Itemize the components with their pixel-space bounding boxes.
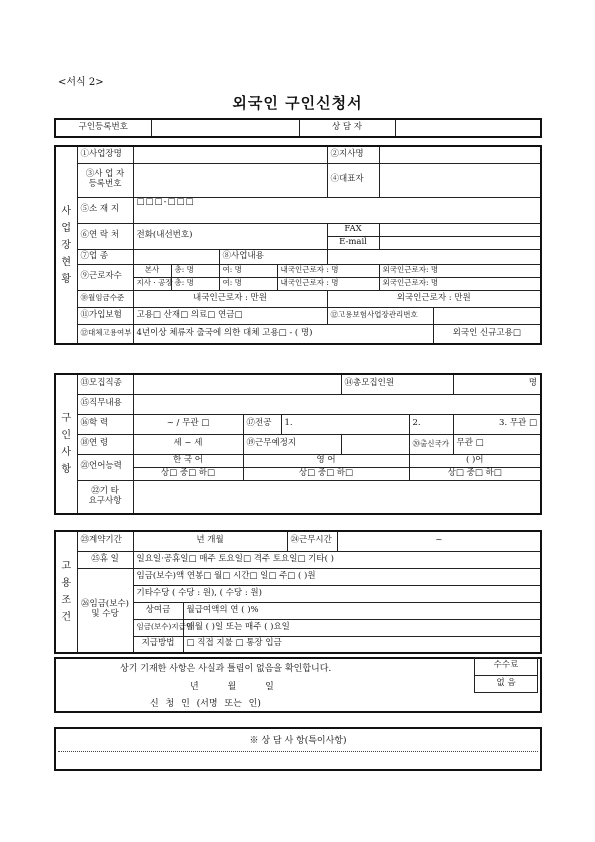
fax-field[interactable] xyxy=(379,223,541,236)
lang-other-level[interactable]: 상□ 중□ 하□ xyxy=(409,467,541,480)
bonus-label: 상여금 xyxy=(133,602,183,619)
notes-title: ※ 상 담 사 항(특이사항) xyxy=(249,736,347,746)
hq-foreign[interactable]: 외국인근로자: 명 xyxy=(379,264,541,277)
duty-field[interactable] xyxy=(133,394,541,414)
section-recruit: 구 인 사 항 xyxy=(55,374,77,514)
industry-field[interactable] xyxy=(133,249,219,264)
ins-employment[interactable]: 고용□ xyxy=(136,309,161,320)
hours-field[interactable]: ~ xyxy=(337,531,541,551)
branch-total[interactable]: 총: 명 xyxy=(171,277,219,290)
replace-label: ⑫대체고용여부 xyxy=(77,324,133,344)
etc-label: ㉒기 타 요구사항 xyxy=(77,480,133,514)
term-field[interactable]: 년 개월 xyxy=(133,531,287,551)
email-label: E-mail xyxy=(327,236,379,249)
hq-local[interactable]: 내국인근로자 : 명 xyxy=(277,264,379,277)
reg-no-field[interactable] xyxy=(151,119,299,137)
header-table xyxy=(54,118,542,138)
bizreg-field[interactable] xyxy=(133,163,327,197)
wage-local[interactable]: 내국인근로자 : 만원 xyxy=(133,290,327,307)
major-3[interactable]: 3. 무관 □ xyxy=(453,414,541,434)
ins-no-label: ⑫고용보험사업장관리번호 xyxy=(327,307,433,324)
insurance-options[interactable] xyxy=(133,307,327,324)
branch-foreign[interactable]: 외국인근로자: 명 xyxy=(379,277,541,290)
notes-box[interactable] xyxy=(54,727,542,771)
count-field[interactable]: 명 xyxy=(453,374,541,394)
ins-pension[interactable]: 연금□ xyxy=(218,309,243,320)
form-number: <서식 2> xyxy=(58,77,104,88)
branch-site-label: 지사 · 공장 xyxy=(133,277,171,290)
pay-allowance[interactable]: 기타수당 ( 수당 : 원), ( 수당 : 원) xyxy=(133,585,541,602)
workplace-table xyxy=(54,145,542,345)
nation-field[interactable]: 무관 □ xyxy=(453,434,541,454)
job-field[interactable] xyxy=(133,374,341,394)
lang-english: 영 어 xyxy=(243,454,409,467)
major-1[interactable]: 1. xyxy=(281,414,409,434)
ceo-field[interactable] xyxy=(379,163,541,197)
paydate-field[interactable]: 매월 ( )일 또는 매주 ( )요일 xyxy=(183,619,541,636)
hours-label: ㉔근무시간 xyxy=(287,531,337,551)
education-field[interactable]: ~ / 무관 □ xyxy=(133,414,243,434)
phone-field[interactable]: 전화(내선번호) xyxy=(133,223,327,249)
age-field[interactable]: 세 ~ 세 xyxy=(133,434,243,454)
bonus-field[interactable]: 월급여액의 연 ( )% xyxy=(183,602,541,619)
business-label: ⑧사업내용 xyxy=(219,249,327,264)
etc-field[interactable] xyxy=(133,480,541,514)
education-label: ⑯학 력 xyxy=(77,414,133,434)
page-title: 외국인 구인신청서 xyxy=(232,94,363,112)
hq-total[interactable]: 총: 명 xyxy=(171,264,219,277)
job-label: ⑬모집직종 xyxy=(77,374,133,394)
insurance-label: ⑪가입보험 xyxy=(77,307,133,324)
pay-label: ㉖임금(보수) 및 수당 xyxy=(77,568,133,653)
workplace-plan-field[interactable] xyxy=(341,434,409,454)
language-label: ㉑언어능력 xyxy=(77,454,133,480)
wage-label: ⑩월임금수준 xyxy=(77,290,133,307)
conditions-table xyxy=(54,530,542,654)
method-label: 지급방법 xyxy=(133,636,183,653)
holiday-options[interactable]: 일요일·공휴일□ 매주 토요일□ 격주 토요일□ 기타( ) xyxy=(133,551,541,568)
lang-korean: 한 국 어 xyxy=(133,454,243,467)
replace-option[interactable]: 4년이상 체류자 출국에 의한 대체 고용□ - ( 명) xyxy=(133,324,433,344)
branch-female[interactable]: 여: 명 xyxy=(219,277,277,290)
paydate-label: 임금(보수)지급일 xyxy=(133,619,183,636)
lang-korean-level[interactable]: 상□ 중□ 하□ xyxy=(133,467,243,480)
workers-label: ⑨근로자수 xyxy=(77,264,133,290)
lang-english-level[interactable]: 상□ 중□ 하□ xyxy=(243,467,409,480)
recruit-table xyxy=(54,373,542,515)
new-hire-option[interactable]: 외국인 신규고용□ xyxy=(433,324,541,344)
confirm-date[interactable]: 년 월 일 xyxy=(190,682,274,692)
address-field[interactable]: □□□-□□□ xyxy=(133,197,541,223)
confirm-text: 상기 기재한 사항은 사실과 틀림이 없음을 확인합니다. xyxy=(120,664,332,674)
major-label: ⑰전공 xyxy=(243,414,281,434)
business-field[interactable] xyxy=(327,249,541,264)
address-label: ⑤소 재 지 xyxy=(77,197,133,223)
holiday-label: ㉕휴 일 xyxy=(77,551,133,568)
fee-label: 수수료 xyxy=(475,658,538,676)
wage-foreign[interactable]: 외국인근로자 : 만원 xyxy=(327,290,541,307)
notes-divider xyxy=(58,751,538,752)
reg-no-label: 구인등록번호 xyxy=(55,119,151,137)
counsel-field[interactable] xyxy=(395,119,541,137)
ins-medical[interactable]: 의료□ xyxy=(190,309,216,320)
applicant-signature[interactable]: 신 청 인 (서명 또는 인) xyxy=(150,699,261,709)
workplace-plan-label: ⑲근무예정지 xyxy=(243,434,341,454)
count-label: ⑭총모집인원 xyxy=(341,374,453,394)
term-label: ㉓계약기간 xyxy=(77,531,133,551)
contact-label: ⑥연 락 처 xyxy=(77,223,133,249)
lang-other: ( )어 xyxy=(409,454,541,467)
hq-female[interactable]: 여: 명 xyxy=(219,264,277,277)
nation-label: ⑳출신국가 xyxy=(409,434,453,454)
method-options[interactable]: □ 직접 지불 □ 통장 입금 xyxy=(183,636,541,653)
branch-field[interactable] xyxy=(379,146,541,163)
branch-label: ②지사명 xyxy=(327,146,379,163)
ins-no-field[interactable] xyxy=(433,307,541,324)
ceo-label: ④대표자 xyxy=(327,163,379,197)
bizreg-label: ③사 업 자 등록번호 xyxy=(77,163,133,197)
name-field[interactable] xyxy=(133,146,327,163)
counsel-label: 상 담 자 xyxy=(299,119,395,137)
ins-accident[interactable]: 산재□ xyxy=(163,309,189,320)
age-label: ⑱연 령 xyxy=(77,434,133,454)
fee-value: 없 음 xyxy=(475,675,538,693)
duty-label: ⑮직무내용 xyxy=(77,394,133,414)
fee-table xyxy=(474,657,538,693)
branch-local[interactable]: 내국인근로자 : 명 xyxy=(277,277,379,290)
email-field[interactable] xyxy=(379,236,541,249)
industry-label: ⑦업 종 xyxy=(77,249,133,264)
fax-label: FAX xyxy=(327,223,379,236)
pay-basic[interactable]: 임금(보수)액 연봉□ 월□ 시간□ 일□ 주□ ( )원 xyxy=(133,568,541,585)
hq-label: 본사 xyxy=(133,264,171,277)
major-2[interactable]: 2. xyxy=(409,414,453,434)
name-label: ①사업장명 xyxy=(77,146,133,163)
section-conditions: 고 용 조 건 xyxy=(55,531,77,653)
section-workplace: 사 업 장 현 황 xyxy=(55,146,77,344)
